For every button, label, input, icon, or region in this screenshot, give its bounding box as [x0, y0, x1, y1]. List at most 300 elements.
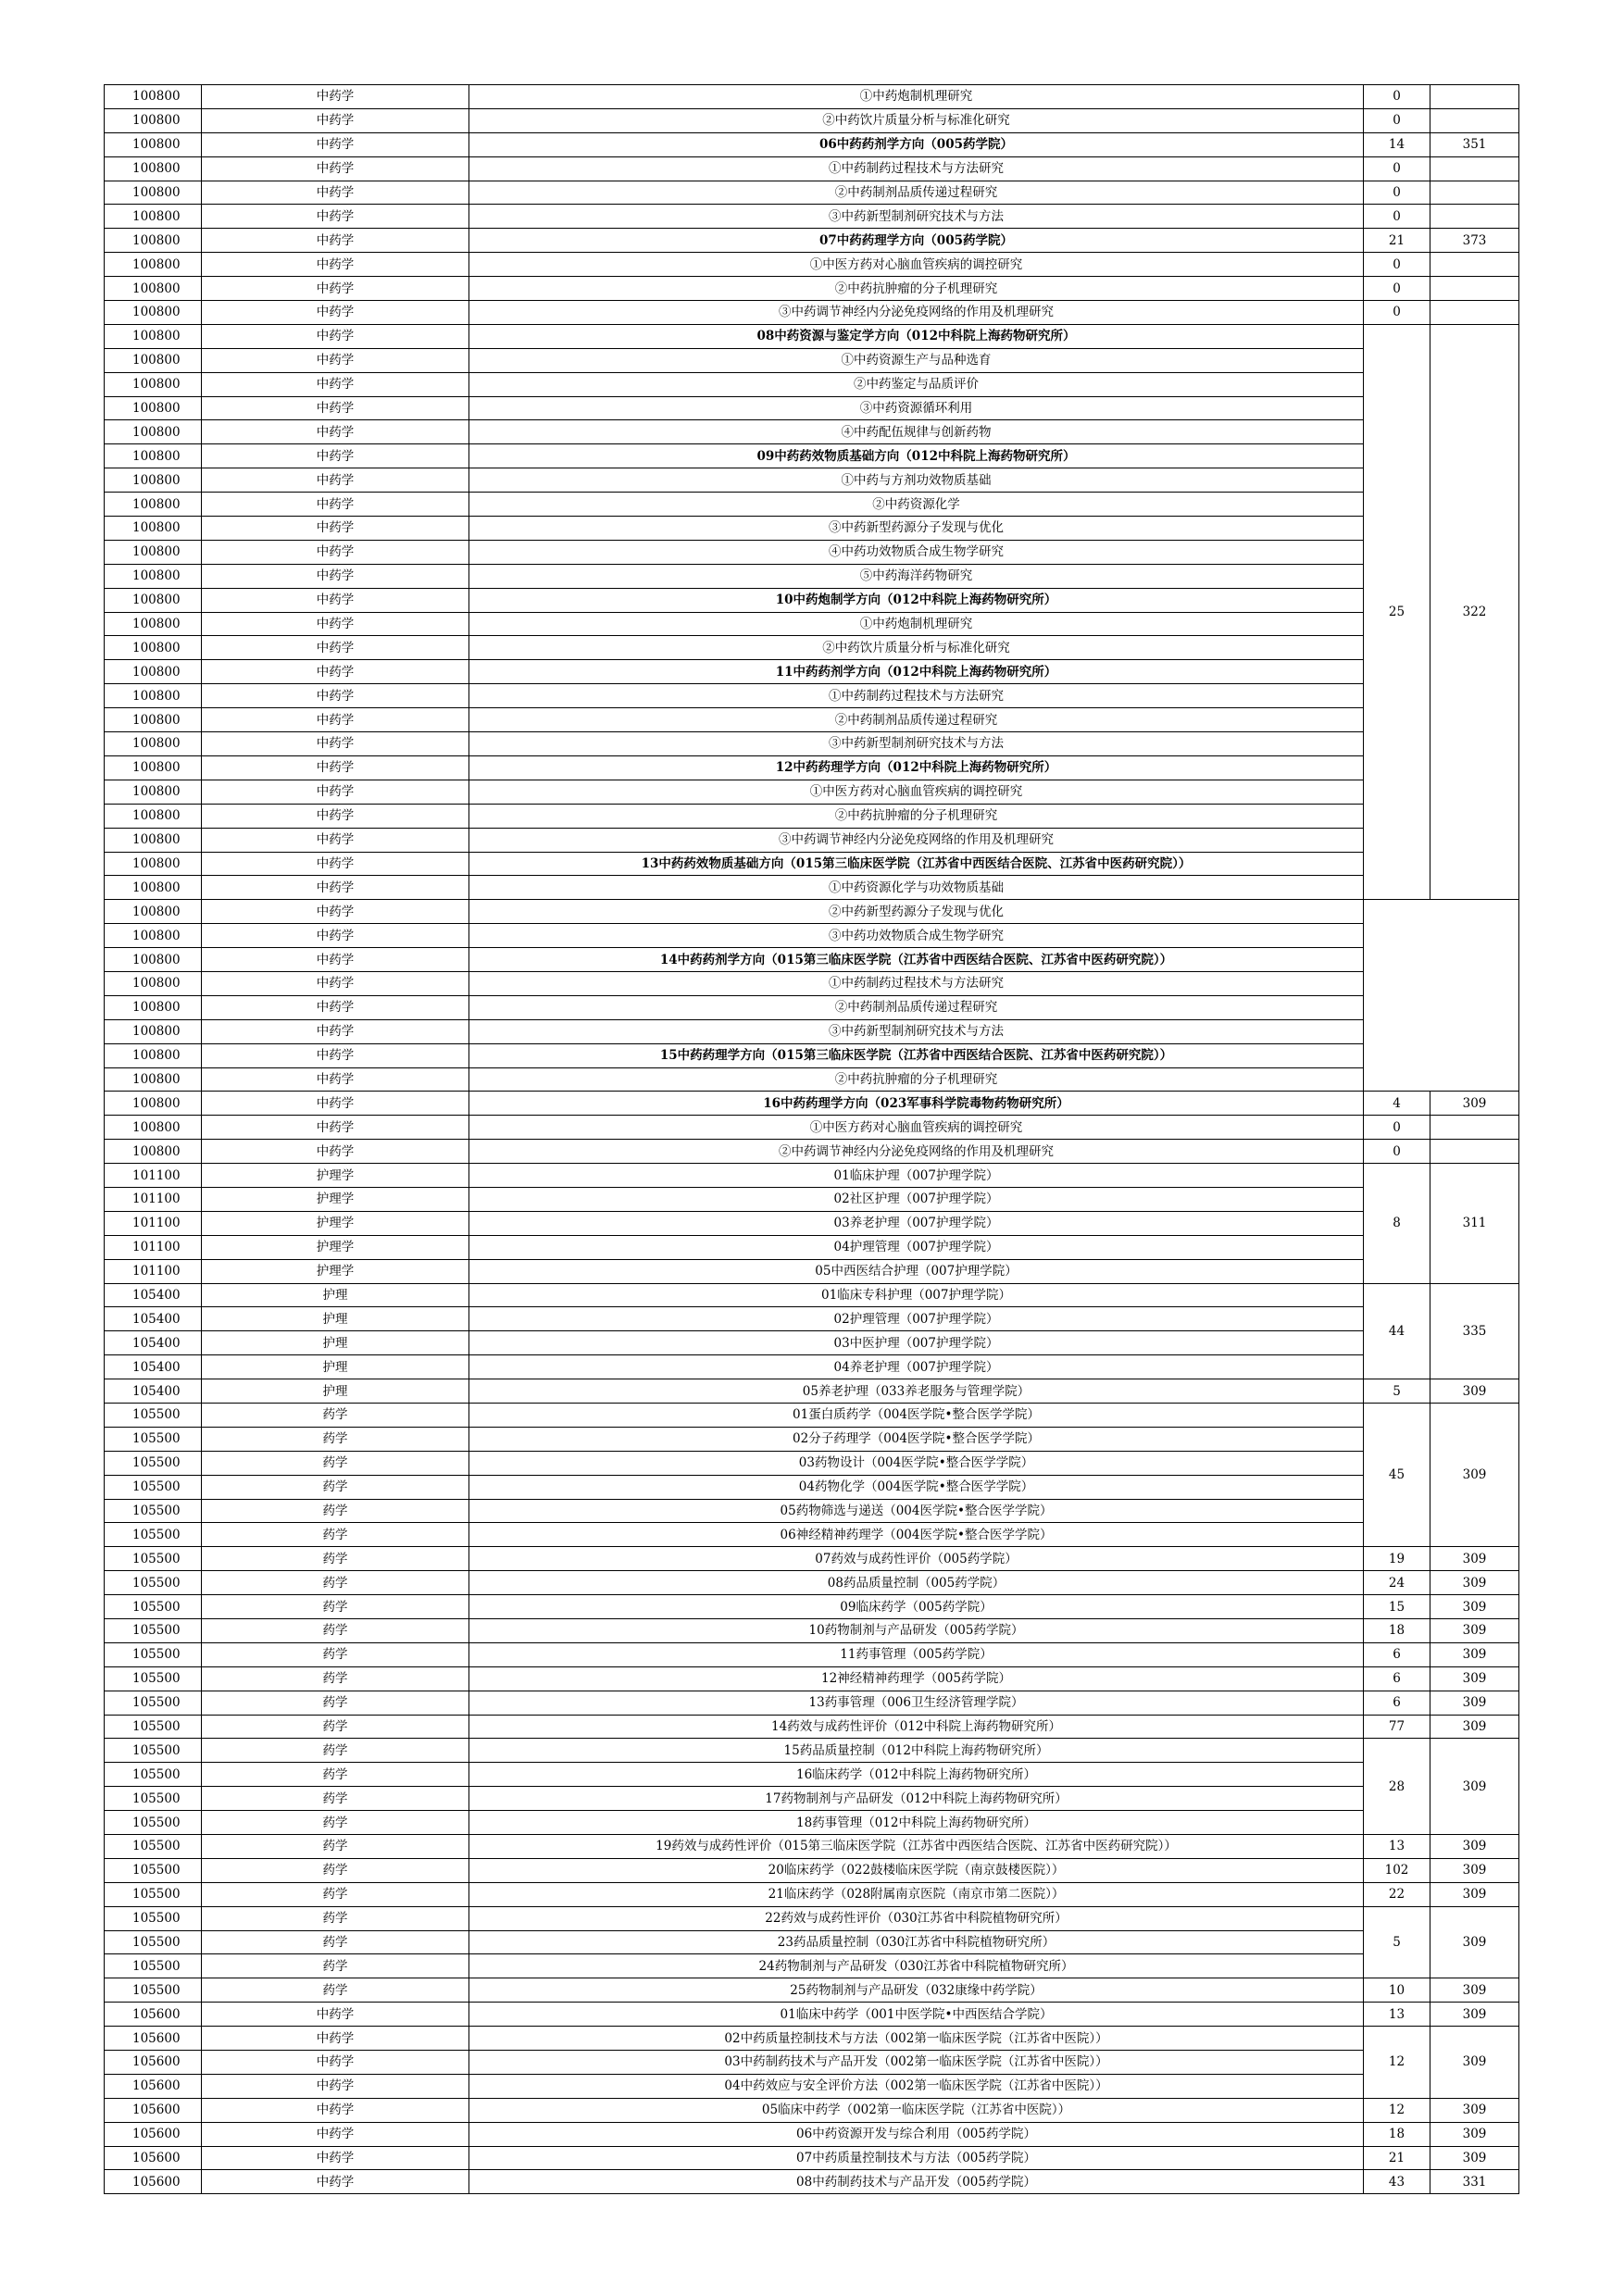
major-name-cell: 中药学: [202, 2098, 469, 2122]
major-code-cell: 105500: [105, 1571, 202, 1595]
research-direction-cell: 01临床中药学（001中医学院•中西医结合学院）: [469, 2003, 1364, 2027]
research-direction-cell: 12中药药理学方向（012中科院上海药物研究所）: [469, 755, 1364, 780]
major-code-cell: 105600: [105, 2027, 202, 2051]
major-code-cell: 100800: [105, 588, 202, 612]
table-row: [105, 1619, 1519, 1643]
research-direction-cell: 06中药药剂学方向（005药学院）: [469, 132, 1364, 156]
table-row: [105, 1835, 1519, 1859]
min-score-cell: 309: [1430, 1379, 1519, 1404]
major-code-cell: 100800: [105, 804, 202, 828]
major-code-cell: 100800: [105, 564, 202, 588]
enrollment-count-cell: 25: [1364, 324, 1430, 899]
research-direction-cell: 24药物制剂与产品研发（030江苏省中科院植物研究所）: [469, 1954, 1364, 1978]
major-name-cell: 药学: [202, 1906, 469, 1930]
table-row: [105, 1763, 1519, 1787]
enrollment-count-cell: 13: [1364, 2003, 1430, 2027]
major-code-cell: 100800: [105, 517, 202, 541]
enrollment-count-cell: 77: [1364, 1715, 1430, 1739]
table-row: [105, 636, 1519, 660]
major-code-cell: 100800: [105, 1140, 202, 1164]
min-score-cell: 309: [1430, 1666, 1519, 1691]
table-row: [105, 1954, 1519, 1978]
major-name-cell: 药学: [202, 1642, 469, 1666]
table-row: [105, 348, 1519, 372]
table-row: [105, 372, 1519, 396]
table-row: [105, 253, 1519, 277]
major-code-cell: 105400: [105, 1355, 202, 1379]
table-row: [105, 468, 1519, 493]
min-score-cell: 309: [1430, 2098, 1519, 2122]
major-code-cell: 100800: [105, 948, 202, 972]
research-direction-cell: 02分子药理学（004医学院•整合医学学院）: [469, 1427, 1364, 1451]
major-name-cell: 中药学: [202, 301, 469, 325]
enrollment-count-cell: 10: [1364, 1978, 1430, 2003]
major-code-cell: 100800: [105, 660, 202, 684]
table-row: [105, 420, 1519, 444]
min-score-cell: 373: [1430, 229, 1519, 253]
min-score-cell: [1430, 181, 1519, 205]
table-row: [105, 493, 1519, 517]
min-score-cell: 309: [1430, 1882, 1519, 1906]
major-code-cell: 105500: [105, 1642, 202, 1666]
enrollment-count-cell: 12: [1364, 2098, 1430, 2122]
major-name-cell: 中药学: [202, 2027, 469, 2051]
research-direction-cell: 03养老护理（007护理学院）: [469, 1211, 1364, 1235]
min-score-cell: 309: [1430, 1739, 1519, 1835]
major-name-cell: 药学: [202, 1954, 469, 1978]
major-name-cell: 药学: [202, 1619, 469, 1643]
major-code-cell: 105500: [105, 1811, 202, 1835]
enrollment-count-cell: 8: [1364, 1164, 1430, 1283]
table-row: [105, 612, 1519, 636]
major-name-cell: 中药学: [202, 132, 469, 156]
major-code-cell: 105500: [105, 1906, 202, 1930]
min-score-cell: 331: [1430, 2170, 1519, 2194]
research-direction-cell: 22药效与成药性评价（030江苏省中科院植物研究所）: [469, 1906, 1364, 1930]
major-code-cell: 100800: [105, 324, 202, 348]
research-direction-cell: 12神经精神药理学（005药学院）: [469, 1666, 1364, 1691]
major-code-cell: 100800: [105, 348, 202, 372]
major-code-cell: 100800: [105, 1043, 202, 1067]
major-name-cell: 药学: [202, 1571, 469, 1595]
table-row: [105, 1978, 1519, 2003]
table-row: [105, 132, 1519, 156]
table-row: [105, 780, 1519, 804]
enrollment-count-cell: 28: [1364, 1739, 1430, 1835]
major-code-cell: 105500: [105, 1547, 202, 1571]
table-row: [105, 1259, 1519, 1283]
major-code-cell: 100800: [105, 828, 202, 852]
major-name-cell: 药学: [202, 1427, 469, 1451]
research-direction-cell: ①中药与方剂功效物质基础: [469, 468, 1364, 493]
major-code-cell: 100800: [105, 132, 202, 156]
major-name-cell: 中药学: [202, 1067, 469, 1092]
major-code-cell: 100800: [105, 971, 202, 995]
research-direction-cell: 04中药效应与安全评价方法（002第一临床医学院（江苏省中医院））: [469, 2074, 1364, 2098]
major-name-cell: 中药学: [202, 108, 469, 132]
research-direction-cell: 02社区护理（007护理学院）: [469, 1187, 1364, 1211]
major-name-cell: 药学: [202, 1787, 469, 1811]
research-direction-cell: ②中药抗肿瘤的分子机理研究: [469, 804, 1364, 828]
enrollment-count-cell: 0: [1364, 205, 1430, 229]
major-name-cell: 中药学: [202, 517, 469, 541]
major-name-cell: 护理: [202, 1379, 469, 1404]
min-score-cell: 309: [1430, 2122, 1519, 2146]
major-code-cell: 105500: [105, 1691, 202, 1715]
research-direction-cell: ①中药资源化学与功效物质基础: [469, 876, 1364, 900]
research-direction-cell: 05中西医结合护理（007护理学院）: [469, 1259, 1364, 1283]
min-score-cell: [1430, 253, 1519, 277]
table-row: [105, 1715, 1519, 1739]
min-score-cell: 309: [1430, 1403, 1519, 1546]
table-row: [105, 324, 1519, 348]
min-score-cell: [1430, 1116, 1519, 1140]
table-row: [105, 804, 1519, 828]
research-direction-cell: 07中药药理学方向（005药学院）: [469, 229, 1364, 253]
table-row: [105, 1067, 1519, 1092]
research-direction-cell: 02护理管理（007护理学院）: [469, 1307, 1364, 1331]
major-code-cell: 100800: [105, 780, 202, 804]
major-code-cell: 105500: [105, 1595, 202, 1619]
major-name-cell: 药学: [202, 1882, 469, 1906]
table-row: [105, 948, 1519, 972]
major-name-cell: 中药学: [202, 876, 469, 900]
enrollment-count-cell: 0: [1364, 156, 1430, 181]
major-name-cell: 中药学: [202, 1043, 469, 1067]
table-row: [105, 1811, 1519, 1835]
major-name-cell: 药学: [202, 1451, 469, 1475]
min-score-cell: [1430, 277, 1519, 301]
research-direction-cell: ②中药抗肿瘤的分子机理研究: [469, 277, 1364, 301]
table-row: [105, 1331, 1519, 1355]
major-name-cell: 中药学: [202, 468, 469, 493]
major-name-cell: 中药学: [202, 995, 469, 1019]
table-row: [105, 444, 1519, 468]
major-code-cell: 100800: [105, 468, 202, 493]
table-row: [105, 205, 1519, 229]
enrollment-count-cell: 0: [1364, 253, 1430, 277]
research-direction-cell: 21临床药学（028附属南京医院（南京市第二医院））: [469, 1882, 1364, 1906]
major-name-cell: 中药学: [202, 444, 469, 468]
major-name-cell: 护理学: [202, 1211, 469, 1235]
research-direction-cell: 10中药炮制学方向（012中科院上海药物研究所）: [469, 588, 1364, 612]
table-row: [105, 108, 1519, 132]
min-score-cell: 309: [1430, 1906, 1519, 1978]
enrollment-count-cell: 18: [1364, 1619, 1430, 1643]
major-name-cell: 中药学: [202, 324, 469, 348]
table-row: [105, 755, 1519, 780]
min-score-cell: [1430, 301, 1519, 325]
table-row: [105, 828, 1519, 852]
major-code-cell: 105500: [105, 1666, 202, 1691]
major-name-cell: 中药学: [202, 780, 469, 804]
research-direction-cell: 13药事管理（006卫生经济管理学院）: [469, 1691, 1364, 1715]
enrollment-count-cell: 0: [1364, 1140, 1430, 1164]
research-direction-cell: 04养老护理（007护理学院）: [469, 1355, 1364, 1379]
min-score-cell: 309: [1430, 1642, 1519, 1666]
major-code-cell: 105500: [105, 1763, 202, 1787]
major-name-cell: 中药学: [202, 493, 469, 517]
enrollment-count-cell: 0: [1364, 1116, 1430, 1140]
major-name-cell: 护理学: [202, 1164, 469, 1188]
table-row: [105, 1379, 1519, 1404]
major-code-cell: 100800: [105, 444, 202, 468]
table-row: [105, 2098, 1519, 2122]
table-row: [105, 1739, 1519, 1763]
table-row: [105, 2003, 1519, 2027]
research-direction-cell: ②中药制剂品质传递过程研究: [469, 181, 1364, 205]
major-name-cell: 药学: [202, 1739, 469, 1763]
table-row: [105, 2074, 1519, 2098]
research-direction-cell: 25药物制剂与产品研发（032康缘中药学院）: [469, 1978, 1364, 2003]
research-direction-cell: 03药物设计（004医学院•整合医学学院）: [469, 1451, 1364, 1475]
major-code-cell: 105600: [105, 2074, 202, 2098]
major-code-cell: 105500: [105, 1523, 202, 1547]
table-row: [105, 1523, 1519, 1547]
major-name-cell: 中药学: [202, 420, 469, 444]
enrollment-count-cell: 0: [1364, 181, 1430, 205]
enrollment-count-cell: 45: [1364, 1403, 1430, 1546]
major-code-cell: 100800: [105, 900, 202, 924]
research-direction-cell: 02中药质量控制技术与方法（002第一临床医学院（江苏省中医院））: [469, 2027, 1364, 2051]
major-code-cell: 105400: [105, 1379, 202, 1404]
major-code-cell: 101100: [105, 1211, 202, 1235]
major-name-cell: 中药学: [202, 348, 469, 372]
research-direction-cell: ②中药饮片质量分析与标准化研究: [469, 636, 1364, 660]
major-code-cell: 100800: [105, 229, 202, 253]
research-direction-cell: 16临床药学（012中科院上海药物研究所）: [469, 1763, 1364, 1787]
research-direction-cell: 06中药资源开发与综合利用（005药学院）: [469, 2122, 1364, 2146]
table-row: [105, 396, 1519, 420]
major-name-cell: 护理学: [202, 1187, 469, 1211]
research-direction-cell: 11药事管理（005药学院）: [469, 1642, 1364, 1666]
table-row: [105, 708, 1519, 732]
major-name-cell: 护理: [202, 1307, 469, 1331]
table-row: [105, 301, 1519, 325]
major-name-cell: 药学: [202, 1930, 469, 1954]
research-direction-cell: 01临床护理（007护理学院）: [469, 1164, 1364, 1188]
min-score-cell: 309: [1430, 1619, 1519, 1643]
research-direction-cell: 08中药资源与鉴定学方向（012中科院上海药物研究所）: [469, 324, 1364, 348]
research-direction-cell: ①中药制药过程技术与方法研究: [469, 684, 1364, 708]
major-name-cell: 护理: [202, 1331, 469, 1355]
min-score-cell: 309: [1430, 1691, 1519, 1715]
research-direction-cell: ①中医方药对心脑血管疾病的调控研究: [469, 1116, 1364, 1140]
major-name-cell: 药学: [202, 1835, 469, 1859]
major-name-cell: 中药学: [202, 372, 469, 396]
min-score-cell: 309: [1430, 1092, 1519, 1116]
research-direction-cell: ③中药资源循环利用: [469, 396, 1364, 420]
min-score-cell: 309: [1430, 1978, 1519, 2003]
table-row: [105, 1930, 1519, 1954]
major-code-cell: 105600: [105, 2122, 202, 2146]
enrollment-count-cell: 4: [1364, 1092, 1430, 1116]
table-row: [105, 1451, 1519, 1475]
major-code-cell: 105600: [105, 2003, 202, 2027]
table-row: [105, 900, 1519, 924]
major-name-cell: 药学: [202, 1547, 469, 1571]
major-code-cell: 105500: [105, 1954, 202, 1978]
table-row: [105, 1427, 1519, 1451]
table-row: [105, 156, 1519, 181]
major-code-cell: 100800: [105, 85, 202, 109]
research-direction-cell: 05养老护理（033养老服务与管理学院）: [469, 1379, 1364, 1404]
major-code-cell: 100800: [105, 636, 202, 660]
major-code-cell: 105500: [105, 1499, 202, 1523]
research-direction-cell: 10药物制剂与产品研发（005药学院）: [469, 1619, 1364, 1643]
major-code-cell: 105500: [105, 1787, 202, 1811]
research-direction-cell: 04护理管理（007护理学院）: [469, 1235, 1364, 1259]
major-code-cell: 100800: [105, 108, 202, 132]
research-direction-cell: 23药品质量控制（030江苏省中科院植物研究所）: [469, 1930, 1364, 1954]
research-direction-cell: ⑤中药海洋药物研究: [469, 564, 1364, 588]
research-direction-cell: 18药事管理（012中科院上海药物研究所）: [469, 1811, 1364, 1835]
table-row: [105, 1116, 1519, 1140]
table-row: [105, 1691, 1519, 1715]
major-name-cell: 中药学: [202, 2146, 469, 2170]
research-direction-cell: ②中药新型药源分子发现与优化: [469, 900, 1364, 924]
major-name-cell: 中药学: [202, 1116, 469, 1140]
major-name-cell: 药学: [202, 1475, 469, 1499]
major-code-cell: 100800: [105, 924, 202, 948]
major-name-cell: 药学: [202, 1499, 469, 1523]
table-row: [105, 2051, 1519, 2075]
table-row: [105, 1140, 1519, 1164]
major-code-cell: 100800: [105, 253, 202, 277]
min-score-cell: 309: [1430, 1835, 1519, 1859]
table-row: [105, 2146, 1519, 2170]
research-direction-cell: ①中医方药对心脑血管疾病的调控研究: [469, 253, 1364, 277]
research-direction-cell: 08中药制药技术与产品开发（005药学院）: [469, 2170, 1364, 2194]
research-direction-cell: 15药品质量控制（012中科院上海药物研究所）: [469, 1739, 1364, 1763]
major-name-cell: 药学: [202, 1811, 469, 1835]
min-score-cell: 309: [1430, 1595, 1519, 1619]
table-row: [105, 1043, 1519, 1067]
research-direction-cell: ③中药功效物质合成生物学研究: [469, 924, 1364, 948]
research-direction-cell: 14药效与成药性评价（012中科院上海药物研究所）: [469, 1715, 1364, 1739]
research-direction-cell: ③中药新型药源分子发现与优化: [469, 517, 1364, 541]
major-name-cell: 中药学: [202, 732, 469, 756]
major-code-cell: 105600: [105, 2170, 202, 2194]
table-row: [105, 684, 1519, 708]
major-code-cell: 100800: [105, 852, 202, 876]
table-row: [105, 229, 1519, 253]
major-name-cell: 中药学: [202, 540, 469, 564]
min-score-cell: [1430, 85, 1519, 109]
research-direction-cell: ④中药配伍规律与创新药物: [469, 420, 1364, 444]
research-direction-cell: 07中药质量控制技术与方法（005药学院）: [469, 2146, 1364, 2170]
table-row: [105, 732, 1519, 756]
major-name-cell: 中药学: [202, 85, 469, 109]
major-name-cell: 药学: [202, 1858, 469, 1882]
table-row: [105, 1307, 1519, 1331]
enrollment-count-cell: 43: [1364, 2170, 1430, 2194]
major-name-cell: 中药学: [202, 396, 469, 420]
table-row: [105, 588, 1519, 612]
major-code-cell: 100800: [105, 1092, 202, 1116]
enrollment-count-cell: 102: [1364, 1858, 1430, 1882]
min-score-cell: 309: [1430, 1571, 1519, 1595]
table-row: [105, 1499, 1519, 1523]
table-row: [105, 971, 1519, 995]
enrollment-count-cell: 18: [1364, 2122, 1430, 2146]
table-row: [105, 1019, 1519, 1043]
major-code-cell: 100800: [105, 372, 202, 396]
research-direction-cell: ③中药新型制剂研究技术与方法: [469, 1019, 1364, 1043]
table-row: [105, 924, 1519, 948]
major-name-cell: 中药学: [202, 181, 469, 205]
table-row: [105, 1211, 1519, 1235]
research-direction-cell: ②中药鉴定与品质评价: [469, 372, 1364, 396]
major-name-cell: 中药学: [202, 588, 469, 612]
enrollment-count-cell: 5: [1364, 1906, 1430, 1978]
major-name-cell: 中药学: [202, 971, 469, 995]
research-direction-cell: ④中药功效物质合成生物学研究: [469, 540, 1364, 564]
major-code-cell: 100800: [105, 1067, 202, 1092]
major-name-cell: 药学: [202, 1978, 469, 2003]
major-code-cell: 101100: [105, 1259, 202, 1283]
research-direction-cell: 13中药药效物质基础方向（015第三临床医学院（江苏省中西医结合医院、江苏省中医药研究院））: [469, 852, 1364, 876]
major-code-cell: 101100: [105, 1235, 202, 1259]
table-row: [105, 660, 1519, 684]
major-code-cell: 105500: [105, 1978, 202, 2003]
major-code-cell: 100800: [105, 1019, 202, 1043]
research-direction-cell: 03中药制药技术与产品开发（002第一临床医学院（江苏省中医院））: [469, 2051, 1364, 2075]
major-name-cell: 中药学: [202, 156, 469, 181]
table-body: [105, 85, 1519, 2194]
table-row: [105, 1355, 1519, 1379]
major-name-cell: 中药学: [202, 2074, 469, 2098]
table-row: [105, 1906, 1519, 1930]
major-name-cell: 中药学: [202, 2003, 469, 2027]
admissions-table: [104, 84, 1519, 2194]
major-code-cell: 100800: [105, 181, 202, 205]
major-code-cell: 105500: [105, 1427, 202, 1451]
table-row: [105, 1666, 1519, 1691]
major-code-cell: 105500: [105, 1403, 202, 1427]
major-name-cell: 中药学: [202, 277, 469, 301]
major-code-cell: 105400: [105, 1283, 202, 1307]
table-row: [105, 517, 1519, 541]
major-name-cell: 中药学: [202, 828, 469, 852]
table-row: [105, 852, 1519, 876]
major-code-cell: 100800: [105, 732, 202, 756]
table-row: [105, 1235, 1519, 1259]
enrollment-count-cell: 24: [1364, 1571, 1430, 1595]
major-code-cell: 105600: [105, 2051, 202, 2075]
research-direction-cell: 09临床药学（005药学院）: [469, 1595, 1364, 1619]
research-direction-cell: ①中药炮制机理研究: [469, 85, 1364, 109]
table-row: [105, 540, 1519, 564]
research-direction-cell: ①中药制药过程技术与方法研究: [469, 971, 1364, 995]
research-direction-cell: ①中药制药过程技术与方法研究: [469, 156, 1364, 181]
major-name-cell: 药学: [202, 1403, 469, 1427]
table-row: [105, 1092, 1519, 1116]
major-code-cell: 100800: [105, 420, 202, 444]
table-row: [105, 1547, 1519, 1571]
table-row: [105, 2170, 1519, 2194]
enrollment-count-cell: 6: [1364, 1691, 1430, 1715]
major-code-cell: 100800: [105, 277, 202, 301]
enrollment-count-cell: 0: [1364, 85, 1430, 109]
min-score-cell: [1430, 205, 1519, 229]
research-direction-cell: ③中药新型制剂研究技术与方法: [469, 205, 1364, 229]
table-row: [105, 564, 1519, 588]
major-name-cell: 中药学: [202, 755, 469, 780]
enrollment-count-cell: 6: [1364, 1642, 1430, 1666]
table-row: [105, 2122, 1519, 2146]
research-direction-cell: ③中药调节神经内分泌免疫网络的作用及机理研究: [469, 301, 1364, 325]
